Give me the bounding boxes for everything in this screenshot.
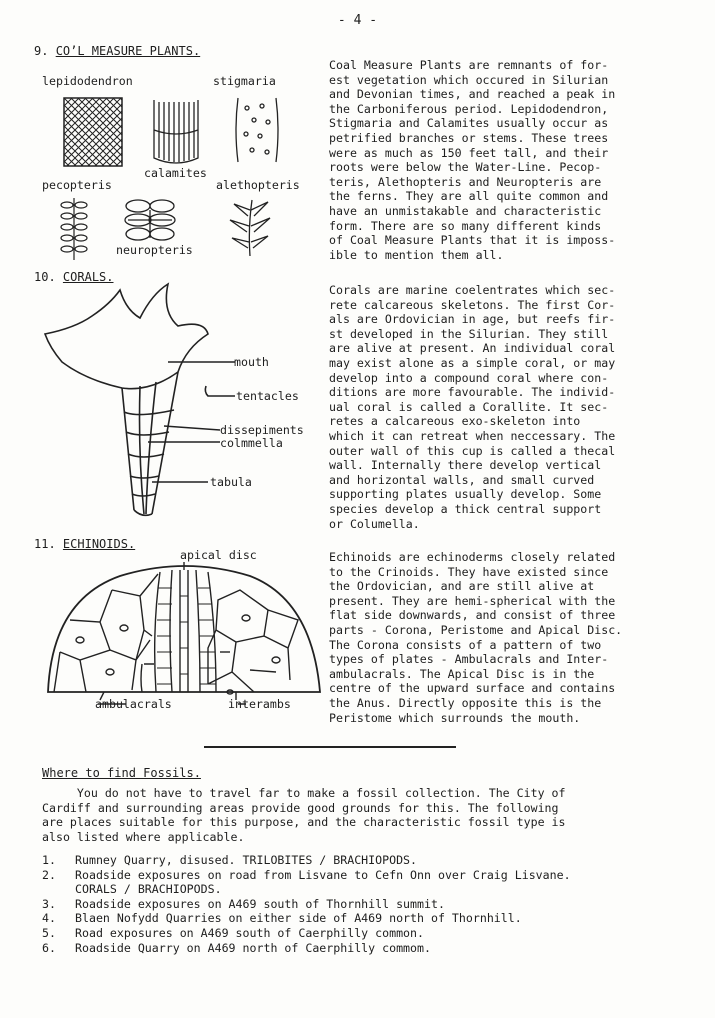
location-number: 5. xyxy=(42,925,56,940)
lepidodendron-illustration xyxy=(64,98,122,166)
location-number: 2. xyxy=(42,867,56,882)
label-interambs: interambs xyxy=(228,697,291,711)
section-10-title: CORALS. xyxy=(62,270,114,284)
section-10-number: 10. xyxy=(34,270,56,284)
coral-illustration xyxy=(45,284,235,515)
section-9-title: CO’L MEASURE PLANTS. xyxy=(55,44,201,58)
where-to-find-intro: You do not have to travel far to make a fossil collection. The City of Cardiff and surrounding areas provide good grounds for this. The following are places suitable for this purpose, and the characteristic fossil type is also listed where applicable. xyxy=(42,786,566,844)
coal-plants-figure xyxy=(40,60,320,270)
locations-list xyxy=(42,853,571,955)
echinoid-figure xyxy=(40,560,330,710)
label-neuropteris: neuropteris xyxy=(116,243,193,257)
label-stigmaria: stigmaria xyxy=(213,74,276,88)
location-item xyxy=(42,941,571,956)
location-number: 6. xyxy=(42,940,56,955)
location-number: 3. xyxy=(42,896,56,911)
location-text: Roadside exposures on A469 south of Thornhill summit. xyxy=(75,896,445,911)
location-text: Road exposures on A469 south of Caerphilly common. xyxy=(75,925,425,940)
section-9-number: 9. xyxy=(34,44,49,58)
section-9-text: Coal Measure Plants are remnants of for- est vegetation which occured in Silurian and Devonian times, and reached a peak in the Carboniferous period. Lepidodendron, Stigmaria and Calamites usually occur as petrified branches or stems. These trees were as much as 150 feet tall, and their roots were below the Water-Line. Pecop- teris, Alethopteris and Neuropteris are the ferns. They are all quite common and have an unmistakable and characteristic form. There are so many different kinds of Coal Measure Plants that it is imposs- ible to mention them all. xyxy=(329,58,616,262)
location-text: Roadside exposures on road from Lisvane to Cefn Onn over Craig Lisvane. CORALS / BRACHIOPODS. xyxy=(75,867,571,897)
label-calamites: calamites xyxy=(144,166,207,180)
location-item xyxy=(42,868,571,897)
calamites-illustration xyxy=(154,100,198,163)
stigmaria-illustration xyxy=(236,98,278,162)
section-divider xyxy=(204,746,456,748)
location-item xyxy=(42,897,571,912)
section-11-text: Echinoids are echinoderms closely related to the Crinoids. They have existed since the Ordovician, and are still alive at present. They are hemi-spherical with the flat side downwards, and consist of three parts - Corona, Peristome and Apical Disc. The Corona consists of a pattern of two types of plates - Ambulacrals and Inter- ambulacrals. The Apical Disc is in the centre of the upward surface and contains the Anus. Directly opposite this is the Peristome which surrounds the mouth. xyxy=(329,550,623,725)
location-text: Blaen Nofydd Quarries on either side of A469 north of Thornhill. xyxy=(75,911,522,926)
neuropteris-illustration xyxy=(125,200,175,240)
section-11-number: 11. xyxy=(34,537,56,551)
label-alethopteris: alethopteris xyxy=(216,178,300,192)
label-columella: colmmella xyxy=(220,436,283,450)
label-mouth: mouth xyxy=(234,355,269,369)
location-item xyxy=(42,926,571,941)
label-pecopteris: pecopteris xyxy=(42,178,112,192)
section-10-text: Corals are marine coelentrates which sec- rete calcareous skeletons. The first Cor- als are Ordovician in age, but reefs fir- st developed in the Silurian. They still are alive at present. An individual coral may exist alone as a simple coral, or may develop into a compound coral where con- ditions are more favourable. The individ- ual coral is called a Corallite. It sec- retes a calcareous exo-skeleton into which it can retreat when neccessary. The outer wall of this cup is called a thecal wall. Internally there develop vertical and horizontal walls, and small curved supporting plates usually develop. Some species develop a thick central support or Columella. xyxy=(329,283,616,531)
label-lepidodendron: lepidodendron xyxy=(42,74,133,88)
where-to-find-title: Where to find Fossils. xyxy=(42,766,201,780)
page-number: - 4 - xyxy=(337,13,378,28)
location-item xyxy=(42,911,571,926)
location-text: Rumney Quarry, disused. TRILOBITES / BRACHIOPODS. xyxy=(75,853,418,867)
location-number: 1. xyxy=(42,853,56,867)
label-apical-disc: apical disc xyxy=(180,548,257,562)
section-11-heading xyxy=(34,537,135,552)
echinoid-illustration xyxy=(48,562,320,704)
label-dissepiments: dissepiments xyxy=(220,423,304,437)
label-tabula: tabula xyxy=(210,475,252,489)
pecopteris-illustration xyxy=(61,198,87,260)
location-number: 4. xyxy=(42,911,56,926)
label-ambulacrals: ambulacrals xyxy=(95,697,172,711)
section-11-title: ECHINOIDS. xyxy=(62,537,136,551)
section-9-heading xyxy=(34,44,200,59)
location-text: Roadside Quarry on A469 north of Caerphilly commom. xyxy=(75,940,431,955)
alethopteris-illustration xyxy=(230,200,270,256)
location-item xyxy=(42,853,571,868)
coral-figure xyxy=(40,282,240,532)
label-tentacles: tentacles xyxy=(236,389,299,403)
